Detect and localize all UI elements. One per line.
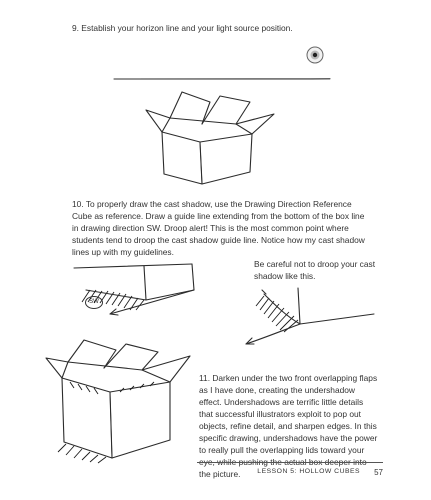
step-9-instruction: 9. Establish your horizon line and your light source position. xyxy=(72,23,293,33)
page-footer xyxy=(197,462,383,477)
droop-caution-note: Be careful not to droop your cast shadow like this. xyxy=(254,259,376,281)
open-box-drawing xyxy=(140,88,280,188)
light-source-icon xyxy=(304,44,326,66)
step-10-instruction: 10. To properly draw the cast shadow, use the Drawing Direction Reference Cube as reference. Draw a guide line extending from the bottom of the box line in drawing direction SW. Droop alert! This is the most common point where students tend to droop the cast shadow guide line. Notice how my cast shadow lines up with my guidelines. xyxy=(72,199,365,257)
cast-shadow-droop-drawing xyxy=(234,284,384,348)
cast-shadow-correct-drawing xyxy=(66,256,216,320)
box-undershadow-drawing xyxy=(40,338,200,464)
sw-direction-icon xyxy=(85,296,103,309)
sw-label: SW xyxy=(89,299,99,305)
horizon-line xyxy=(112,76,332,82)
page-number: 57 xyxy=(374,468,383,477)
lesson-title: LESSON 5: HOLLOW CUBES xyxy=(257,468,361,475)
step-11-instruction: 11. Darken under the two front overlapping flaps as I have done, creating the undershadow effect. Undershadows are terrific little details that successful illustrators exploit to pop out objects, refine detail, and sharpen edges. In this specific drawing, undershadows have the power to really pull the overlapping lids toward your eye, while pushing the actual box deeper into the picture. xyxy=(199,373,378,479)
